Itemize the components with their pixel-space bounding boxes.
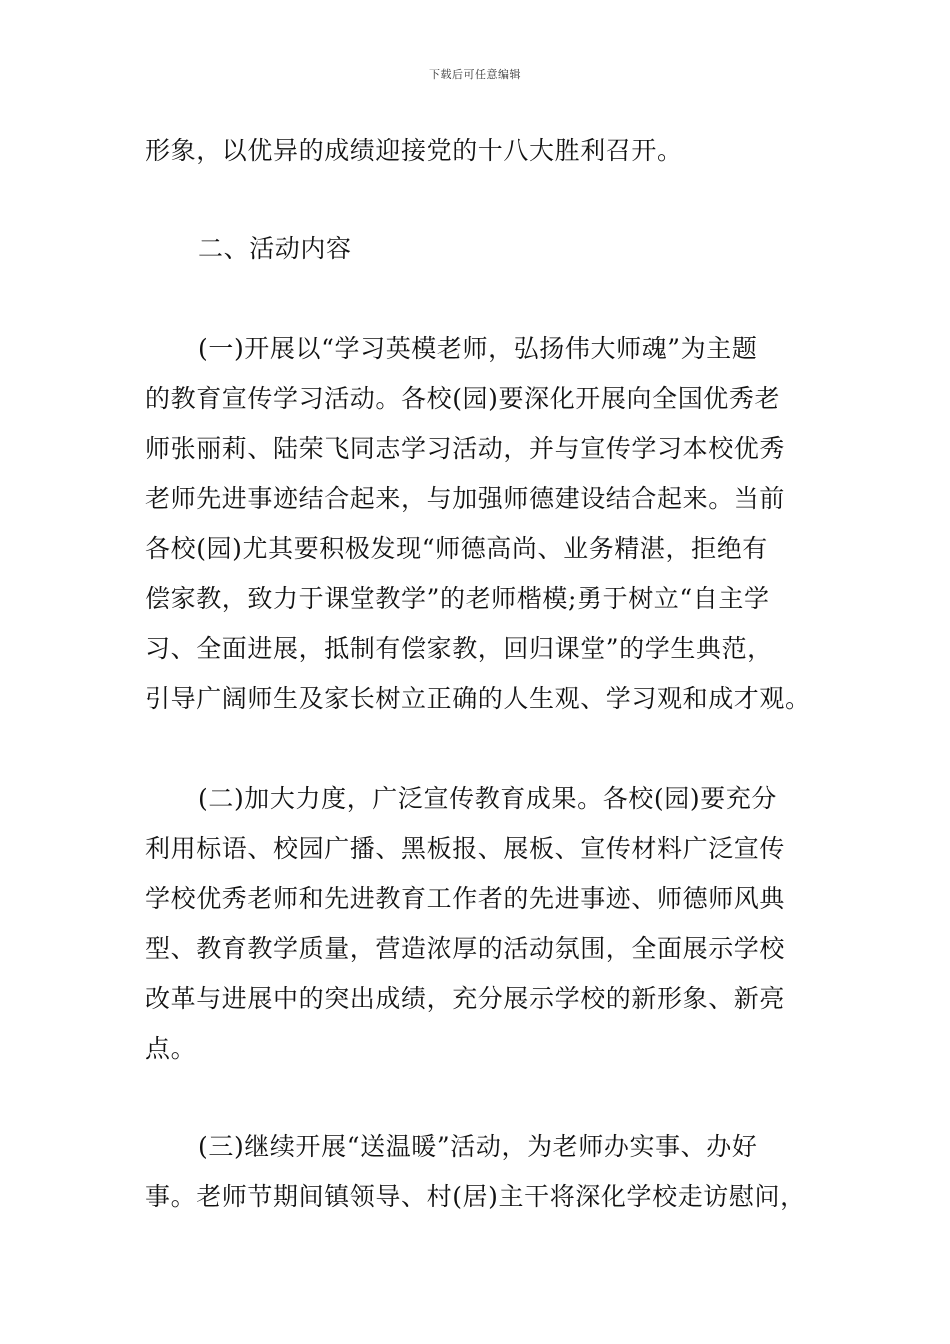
paragraph-1-line-7: 习、全面进展，抵制有偿家教，回归课堂”的学生典范， — [145, 634, 773, 663]
paragraph-3-line-2: 事。老师节期间镇领导、村(居)主干将深化学校走访慰问， — [145, 1182, 806, 1211]
page-header: 下载后可任意编辑 — [429, 68, 521, 81]
paragraph-1-line-1: (一)开展以“学习英模老师，弘扬伟大师魂”为主题 — [198, 334, 758, 363]
paragraph-1-line-8: 引导广阔师生及家长树立正确的人生观、学习观和成才观。 — [145, 684, 811, 713]
paragraph-1-line-6: 偿家教，致力于课堂教学”的老师楷模;勇于树立“自主学 — [145, 584, 770, 613]
paragraph-1-line-4: 老师先进事迹结合起来，与加强师德建设结合起来。当前 — [145, 484, 786, 513]
paragraph-1-line-2: 的教育宣传学习活动。各校(园)要深化开展向全国优秀老 — [145, 384, 781, 413]
paragraph-1-line-5: 各校(园)尤其要积极发现“师德高尚、业务精湛，拒绝有 — [145, 534, 768, 563]
paragraph-2-line-4: 型、教育教学质量，营造浓厚的活动氛围，全面展示学校 — [145, 934, 786, 963]
paragraph-2-line-3: 学校优秀老师和先进教育工作者的先进事迹、师德师风典 — [145, 884, 786, 913]
paragraph-2-line-1: (二)加大力度，广泛宣传教育成果。各校(园)要充分 — [198, 784, 778, 813]
section-heading: 二、活动内容 — [198, 234, 352, 263]
paragraph-2-line-5: 改革与进展中的突出成绩，充分展示学校的新形象、新亮 — [145, 984, 786, 1013]
text-line: 形象，以优异的成绩迎接党的十八大胜利召开。 — [145, 136, 683, 165]
paragraph-2-line-2: 利用标语、校园广播、黑板报、展板、宣传材料广泛宣传 — [145, 834, 786, 863]
paragraph-3-line-1: (三)继续开展“送温暖”活动，为老师办实事、办好 — [198, 1132, 758, 1161]
paragraph-2-line-6: 点。 — [145, 1034, 197, 1063]
paragraph-1-line-3: 师张丽莉、陆荣飞同志学习活动，并与宣传学习本校优秀 — [145, 434, 786, 463]
